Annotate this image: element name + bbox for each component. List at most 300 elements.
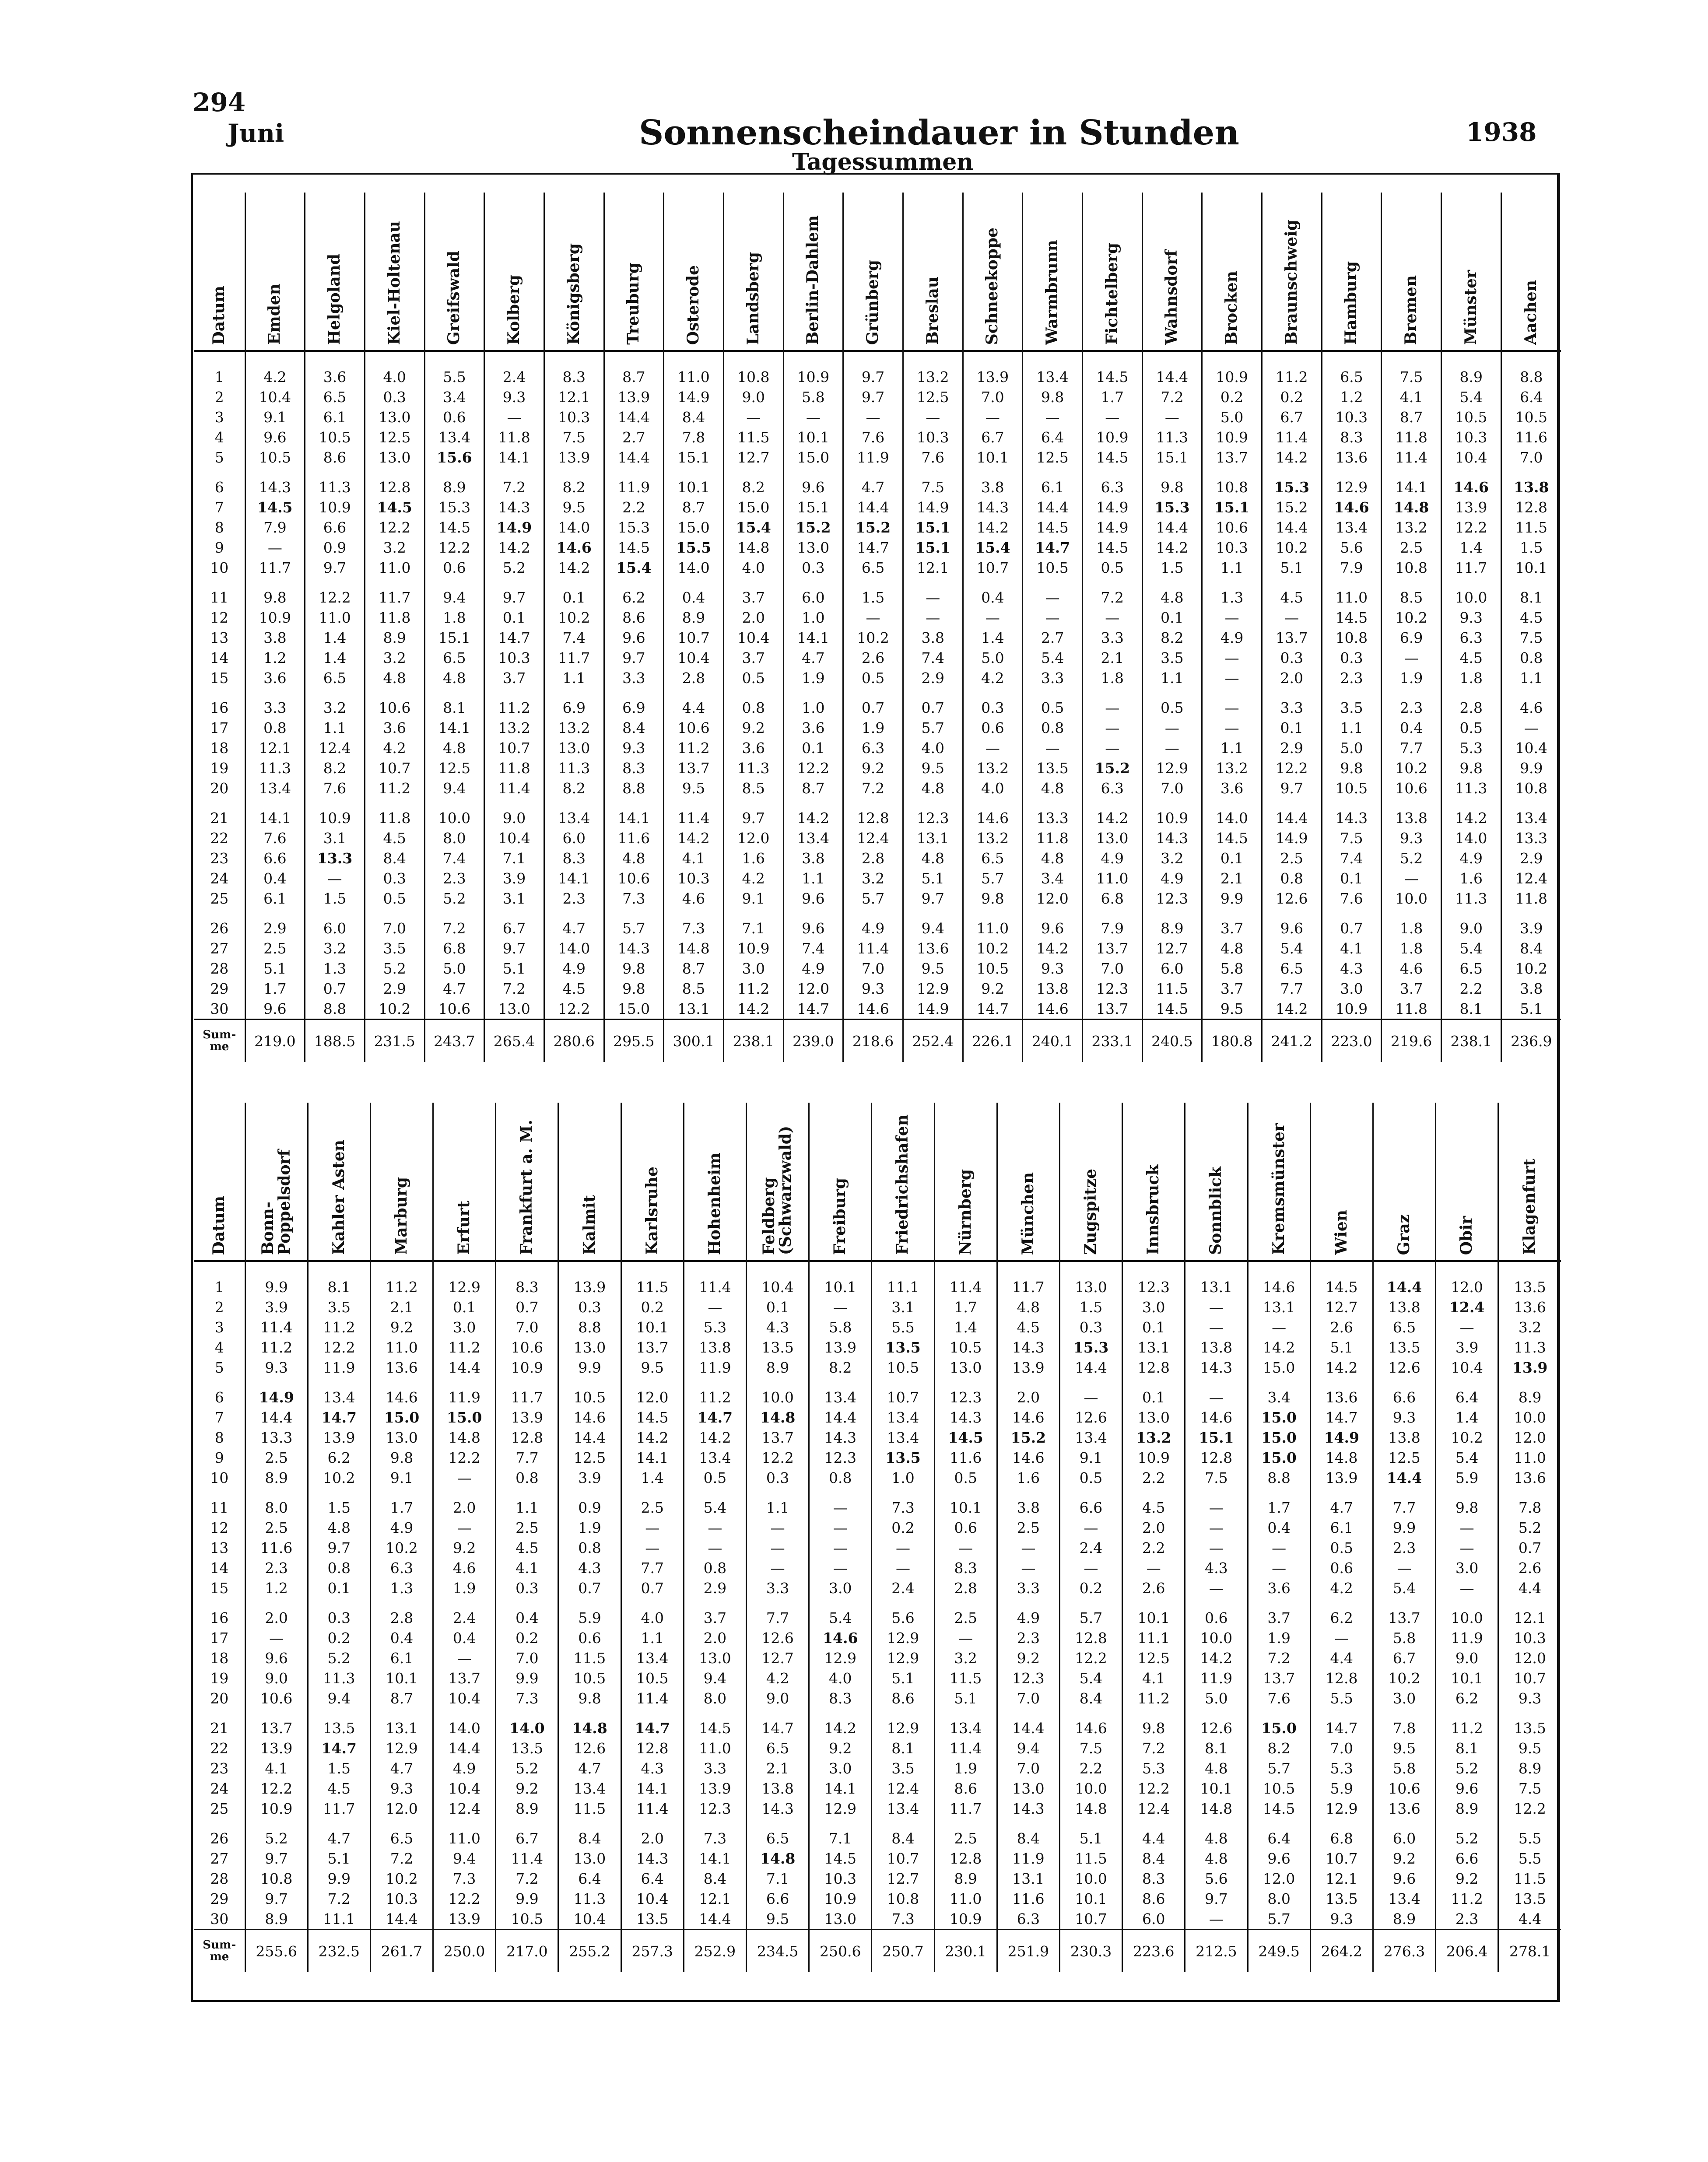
value-cell: 11.4 bbox=[496, 1848, 558, 1868]
value-cell: 11.3 bbox=[558, 1889, 621, 1909]
value-cell: 6.0 bbox=[1122, 1909, 1185, 1930]
day-cell: 19 bbox=[210, 1669, 229, 1687]
value-cell: 6.5 bbox=[1441, 958, 1501, 978]
value-cell: 13.9 bbox=[1498, 1357, 1561, 1377]
value-cell: 1.6 bbox=[997, 1468, 1059, 1488]
value-cell: 0.5 bbox=[1023, 688, 1083, 718]
value-cell: 0.5 bbox=[723, 668, 783, 688]
value-cell: 2.2 bbox=[604, 497, 664, 517]
value-cell: 14.4 bbox=[843, 497, 903, 517]
value-cell: 9.2 bbox=[809, 1738, 872, 1758]
value-cell: 6.2 bbox=[308, 1447, 370, 1468]
value-cell: 1.9 bbox=[843, 718, 903, 738]
month-label: Juni bbox=[228, 119, 284, 148]
station-header bbox=[903, 193, 963, 351]
value-cell: 7.2 bbox=[484, 978, 544, 999]
value-cell: 13.9 bbox=[963, 351, 1023, 387]
value-cell: 13.6 bbox=[1322, 447, 1382, 467]
value-cell: 9.4 bbox=[997, 1738, 1059, 1758]
value-cell: 10.3 bbox=[1498, 1628, 1561, 1648]
value-cell: — bbox=[747, 1558, 809, 1578]
value-cell: 13.6 bbox=[903, 938, 963, 958]
value-cell: — bbox=[809, 1297, 872, 1317]
value-cell: 8.9 bbox=[1436, 1798, 1498, 1819]
value-cell: 0.8 bbox=[809, 1468, 872, 1488]
value-cell: 12.4 bbox=[872, 1778, 934, 1798]
value-cell: 9.5 bbox=[1498, 1738, 1561, 1758]
value-cell: 14.2 bbox=[1185, 1648, 1248, 1668]
value-cell: 12.9 bbox=[1142, 758, 1202, 778]
value-cell: 12.0 bbox=[1498, 1648, 1561, 1668]
value-cell: 15.0 bbox=[1248, 1708, 1310, 1738]
value-cell: 14.4 bbox=[433, 1357, 496, 1377]
value-cell: 6.4 bbox=[621, 1868, 684, 1889]
value-cell: 10.3 bbox=[809, 1868, 872, 1889]
value-cell: 5.5 bbox=[424, 351, 484, 387]
value-cell: — bbox=[1082, 407, 1142, 427]
value-cell: 0.2 bbox=[1202, 387, 1262, 407]
value-cell: 13.9 bbox=[684, 1778, 746, 1798]
value-cell: 4.5 bbox=[1122, 1488, 1185, 1517]
station-header bbox=[1436, 1103, 1498, 1261]
value-cell: 0.2 bbox=[872, 1517, 934, 1538]
value-cell: 4.2 bbox=[747, 1668, 809, 1688]
value-cell: 0.8 bbox=[1023, 718, 1083, 738]
value-cell: — bbox=[1202, 668, 1262, 688]
value-cell: 8.7 bbox=[604, 351, 664, 387]
table-row bbox=[194, 1377, 1561, 1407]
value-cell: 13.4 bbox=[684, 1447, 746, 1468]
value-cell: 2.0 bbox=[723, 607, 783, 627]
value-cell: 3.7 bbox=[723, 578, 783, 607]
value-cell: 8.0 bbox=[1248, 1889, 1310, 1909]
value-cell: 3.0 bbox=[433, 1317, 496, 1337]
value-cell: — bbox=[684, 1538, 746, 1558]
value-cell: 9.5 bbox=[1373, 1738, 1435, 1758]
value-cell: 13.7 bbox=[747, 1427, 809, 1447]
value-cell: 3.3 bbox=[747, 1578, 809, 1598]
station-name: Breslau bbox=[923, 277, 942, 345]
value-cell: 8.1 bbox=[1185, 1738, 1248, 1758]
value-cell: 2.1 bbox=[1202, 868, 1262, 888]
value-cell: 0.5 bbox=[1310, 1538, 1373, 1558]
value-cell: 0.5 bbox=[1142, 688, 1202, 718]
value-cell: 4.2 bbox=[245, 351, 305, 387]
value-cell: 9.3 bbox=[1310, 1909, 1373, 1930]
value-cell: 0.5 bbox=[684, 1468, 746, 1488]
value-cell: 11.4 bbox=[934, 1738, 997, 1758]
value-cell: 14.2 bbox=[1023, 938, 1083, 958]
value-cell: 9.4 bbox=[424, 578, 484, 607]
value-cell: 8.9 bbox=[245, 1468, 308, 1488]
value-cell: 11.0 bbox=[684, 1738, 746, 1758]
value-cell: 5.9 bbox=[1436, 1468, 1498, 1488]
sum-cell: 249.5 bbox=[1248, 1930, 1310, 1973]
value-cell: 8.4 bbox=[1059, 1688, 1122, 1708]
value-cell: 1.4 bbox=[305, 627, 365, 648]
value-cell: 9.2 bbox=[843, 758, 903, 778]
value-cell: 14.5 bbox=[684, 1708, 746, 1738]
table-row bbox=[194, 1798, 1561, 1819]
value-cell: 9.8 bbox=[370, 1447, 433, 1468]
value-cell: 13.4 bbox=[1373, 1889, 1435, 1909]
value-cell: 14.5 bbox=[245, 497, 305, 517]
value-cell: 6.4 bbox=[1023, 427, 1083, 447]
value-cell: 10.2 bbox=[308, 1468, 370, 1488]
value-cell: 14.2 bbox=[1142, 537, 1202, 557]
value-cell: 7.2 bbox=[1248, 1648, 1310, 1668]
value-cell: 3.5 bbox=[365, 938, 424, 958]
value-cell: 10.6 bbox=[1373, 1778, 1435, 1798]
value-cell: 2.9 bbox=[365, 978, 424, 999]
value-cell: 9.6 bbox=[1436, 1778, 1498, 1798]
value-cell: 14.1 bbox=[684, 1848, 746, 1868]
value-cell: 11.4 bbox=[934, 1261, 997, 1297]
station-name: Treuburg bbox=[624, 263, 643, 345]
value-cell: 10.2 bbox=[1501, 958, 1561, 978]
value-cell: 3.8 bbox=[903, 627, 963, 648]
value-cell: 0.6 bbox=[1310, 1558, 1373, 1578]
value-cell: 8.8 bbox=[305, 999, 365, 1020]
value-cell: 2.5 bbox=[245, 938, 305, 958]
value-cell: 15.2 bbox=[843, 517, 903, 537]
value-cell: 11.4 bbox=[1262, 427, 1322, 447]
value-cell: 13.9 bbox=[997, 1357, 1059, 1377]
value-cell: 8.2 bbox=[544, 467, 604, 497]
value-cell: 8.7 bbox=[1382, 407, 1441, 427]
value-cell: 10.4 bbox=[433, 1778, 496, 1798]
value-cell: 6.7 bbox=[1373, 1648, 1435, 1668]
value-cell: 2.5 bbox=[934, 1598, 997, 1628]
table-row bbox=[194, 1868, 1561, 1889]
value-cell: 6.7 bbox=[963, 427, 1023, 447]
value-cell: 9.5 bbox=[544, 497, 604, 517]
value-cell: 4.7 bbox=[308, 1819, 370, 1848]
value-cell: 10.7 bbox=[365, 758, 424, 778]
value-cell: 1.2 bbox=[245, 1578, 308, 1598]
value-cell: 5.2 bbox=[365, 958, 424, 978]
table-row bbox=[194, 1778, 1561, 1798]
value-cell: 10.4 bbox=[747, 1261, 809, 1297]
value-cell: 7.6 bbox=[1248, 1688, 1310, 1708]
value-cell: 9.9 bbox=[245, 1261, 308, 1297]
value-cell: 14.3 bbox=[934, 1407, 997, 1427]
value-cell: 5.4 bbox=[809, 1598, 872, 1628]
value-cell: 4.0 bbox=[963, 778, 1023, 798]
value-cell: 5.2 bbox=[1436, 1758, 1498, 1778]
value-cell: 14.2 bbox=[963, 517, 1023, 537]
value-cell: 12.3 bbox=[1082, 978, 1142, 999]
value-cell: 12.1 bbox=[1498, 1598, 1561, 1628]
sum-label-cell bbox=[194, 1020, 245, 1062]
value-cell: 10.1 bbox=[1501, 557, 1561, 578]
value-cell: 1.1 bbox=[1142, 668, 1202, 688]
value-cell: 10.6 bbox=[365, 688, 424, 718]
value-cell: 12.2 bbox=[747, 1447, 809, 1468]
value-cell: 8.4 bbox=[1122, 1848, 1185, 1868]
table-row bbox=[194, 1819, 1561, 1848]
value-cell: — bbox=[1082, 738, 1142, 758]
value-cell: 14.9 bbox=[903, 999, 963, 1020]
value-cell: 9.0 bbox=[747, 1688, 809, 1708]
value-cell: 6.7 bbox=[1262, 407, 1322, 427]
table-row bbox=[194, 738, 1561, 758]
value-cell: 3.6 bbox=[365, 718, 424, 738]
value-cell: 1.2 bbox=[245, 648, 305, 668]
value-cell: 13.4 bbox=[1501, 798, 1561, 828]
value-cell: 2.7 bbox=[1023, 627, 1083, 648]
value-cell: 5.1 bbox=[1262, 557, 1322, 578]
value-cell: 5.1 bbox=[245, 958, 305, 978]
value-cell: 3.5 bbox=[1322, 688, 1382, 718]
value-cell: — bbox=[1436, 1317, 1498, 1337]
value-cell: 15.1 bbox=[903, 517, 963, 537]
value-cell: — bbox=[1436, 1578, 1498, 1598]
value-cell: 7.2 bbox=[1082, 578, 1142, 607]
station-header bbox=[621, 1103, 684, 1261]
station-header bbox=[1248, 1103, 1310, 1261]
day-cell: 24 bbox=[210, 1780, 229, 1797]
day-cell: 30 bbox=[210, 1000, 229, 1017]
value-cell: 7.3 bbox=[496, 1688, 558, 1708]
value-cell: 1.9 bbox=[783, 668, 843, 688]
table-row bbox=[194, 668, 1561, 688]
table-row bbox=[194, 351, 1561, 387]
value-cell: — bbox=[1059, 1558, 1122, 1578]
value-cell: 14.2 bbox=[664, 828, 724, 848]
value-cell: 14.7 bbox=[484, 627, 544, 648]
value-cell: 0.7 bbox=[1498, 1538, 1561, 1558]
value-cell: 13.0 bbox=[934, 1357, 997, 1377]
value-cell: 4.8 bbox=[997, 1297, 1059, 1317]
value-cell: 2.3 bbox=[424, 868, 484, 888]
value-cell: — bbox=[747, 1538, 809, 1558]
value-cell: 10.0 bbox=[1059, 1868, 1122, 1889]
value-cell: 15.3 bbox=[604, 517, 664, 537]
value-cell: 5.0 bbox=[963, 648, 1023, 668]
value-cell: 4.1 bbox=[664, 848, 724, 868]
value-cell: 11.3 bbox=[245, 758, 305, 778]
value-cell: 11.6 bbox=[245, 1538, 308, 1558]
value-cell: — bbox=[1373, 1558, 1435, 1578]
value-cell: 6.2 bbox=[604, 578, 664, 607]
value-cell: 8.6 bbox=[305, 447, 365, 467]
value-cell: 9.7 bbox=[723, 798, 783, 828]
value-cell: 10.0 bbox=[1185, 1628, 1248, 1648]
value-cell: 5.2 bbox=[496, 1758, 558, 1778]
table-row bbox=[194, 1517, 1561, 1538]
value-cell: 13.0 bbox=[544, 738, 604, 758]
value-cell: — bbox=[1082, 688, 1142, 718]
value-cell: 8.9 bbox=[664, 607, 724, 627]
day-cell: 16 bbox=[210, 699, 229, 716]
value-cell: 14.5 bbox=[1023, 517, 1083, 537]
value-cell: 10.3 bbox=[1322, 407, 1382, 427]
value-cell: 7.9 bbox=[245, 517, 305, 537]
value-cell: 7.1 bbox=[809, 1819, 872, 1848]
value-cell: 10.2 bbox=[370, 1538, 433, 1558]
value-cell: 0.4 bbox=[433, 1628, 496, 1648]
value-cell: 4.0 bbox=[903, 738, 963, 758]
value-cell: 9.2 bbox=[370, 1317, 433, 1337]
table-row bbox=[194, 798, 1561, 828]
value-cell: 10.0 bbox=[1441, 578, 1501, 607]
value-cell: 9.8 bbox=[604, 958, 664, 978]
value-cell: 12.1 bbox=[684, 1889, 746, 1909]
value-cell: 4.6 bbox=[664, 888, 724, 908]
value-cell: 5.4 bbox=[1441, 938, 1501, 958]
value-cell: 10.5 bbox=[1441, 407, 1501, 427]
value-cell: 13.4 bbox=[809, 1377, 872, 1407]
value-cell: 14.9 bbox=[1262, 828, 1322, 848]
table-row bbox=[194, 447, 1561, 467]
value-cell: 10.5 bbox=[496, 1909, 558, 1930]
value-cell: 13.5 bbox=[1023, 758, 1083, 778]
day-cell: 17 bbox=[210, 1629, 229, 1647]
station-header bbox=[496, 1103, 558, 1261]
station-name: Kiel-Holtenau bbox=[385, 221, 403, 345]
value-cell: 7.2 bbox=[308, 1889, 370, 1909]
day-cell: 12 bbox=[210, 609, 229, 626]
value-cell: 11.0 bbox=[433, 1819, 496, 1848]
value-cell: 12.8 bbox=[843, 798, 903, 828]
value-cell: 7.4 bbox=[544, 627, 604, 648]
value-cell: 10.2 bbox=[1382, 607, 1441, 627]
value-cell: 10.9 bbox=[1082, 427, 1142, 447]
value-cell: 0.6 bbox=[558, 1628, 621, 1648]
value-cell: 3.3 bbox=[245, 688, 305, 718]
value-cell: 13.6 bbox=[1310, 1377, 1373, 1407]
value-cell: 13.8 bbox=[747, 1778, 809, 1798]
value-cell: — bbox=[903, 407, 963, 427]
value-cell: 1.1 bbox=[621, 1628, 684, 1648]
value-cell: 14.5 bbox=[604, 537, 664, 557]
value-cell: 10.9 bbox=[723, 938, 783, 958]
value-cell: 14.0 bbox=[1441, 828, 1501, 848]
sum-cell: 261.7 bbox=[370, 1930, 433, 1973]
value-cell: 12.0 bbox=[1436, 1261, 1498, 1297]
value-cell: 14.6 bbox=[1023, 999, 1083, 1020]
value-cell: 5.0 bbox=[1202, 407, 1262, 427]
value-cell: 15.3 bbox=[424, 497, 484, 517]
value-cell: 9.3 bbox=[1498, 1688, 1561, 1708]
value-cell: 0.1 bbox=[1262, 718, 1322, 738]
value-cell: 14.8 bbox=[1059, 1798, 1122, 1819]
day-cell: 14 bbox=[210, 1559, 229, 1577]
value-cell: 5.7 bbox=[963, 868, 1023, 888]
value-cell: 2.1 bbox=[747, 1758, 809, 1778]
table-row bbox=[194, 1297, 1561, 1317]
value-cell: 7.3 bbox=[684, 1819, 746, 1848]
value-cell: 0.4 bbox=[963, 578, 1023, 607]
day-cell: 9 bbox=[214, 539, 224, 556]
value-cell: 9.1 bbox=[245, 407, 305, 427]
value-cell: 6.0 bbox=[1373, 1819, 1435, 1848]
day-cell: 28 bbox=[210, 960, 229, 977]
value-cell: 9.8 bbox=[245, 578, 305, 607]
value-cell: 13.5 bbox=[1310, 1889, 1373, 1909]
value-cell: 14.6 bbox=[1322, 497, 1382, 517]
value-cell: 8.0 bbox=[245, 1488, 308, 1517]
value-cell: 10.7 bbox=[1059, 1909, 1122, 1930]
value-cell: 8.5 bbox=[664, 978, 724, 999]
value-cell: 8.9 bbox=[496, 1798, 558, 1819]
value-cell: 7.2 bbox=[1142, 387, 1202, 407]
table-row bbox=[194, 1688, 1561, 1708]
value-cell: 10.1 bbox=[664, 467, 724, 497]
value-cell: 9.6 bbox=[1023, 908, 1083, 938]
station-header bbox=[963, 193, 1023, 351]
station-header bbox=[1322, 193, 1382, 351]
value-cell: 12.2 bbox=[365, 517, 424, 537]
value-cell: 12.8 bbox=[621, 1738, 684, 1758]
value-cell: 3.2 bbox=[305, 688, 365, 718]
value-cell: 12.5 bbox=[1122, 1648, 1185, 1668]
value-cell: 13.8 bbox=[1185, 1337, 1248, 1357]
value-cell: 7.3 bbox=[872, 1488, 934, 1517]
value-cell: 10.1 bbox=[1122, 1598, 1185, 1628]
value-cell: 12.3 bbox=[684, 1798, 746, 1819]
value-cell: 0.4 bbox=[245, 868, 305, 888]
value-cell: 13.3 bbox=[245, 1427, 308, 1447]
value-cell: 2.5 bbox=[245, 1517, 308, 1538]
value-cell: 13.0 bbox=[997, 1778, 1059, 1798]
value-cell: 12.2 bbox=[433, 1889, 496, 1909]
value-cell: 9.7 bbox=[484, 578, 544, 607]
station-name: Hamburg bbox=[1342, 261, 1361, 345]
value-cell: 3.5 bbox=[308, 1297, 370, 1317]
value-cell: 0.8 bbox=[1501, 648, 1561, 668]
value-cell: 7.6 bbox=[903, 447, 963, 467]
value-cell: 15.2 bbox=[1082, 758, 1142, 778]
value-cell: 13.5 bbox=[872, 1337, 934, 1357]
value-cell: 8.4 bbox=[997, 1819, 1059, 1848]
value-cell: 13.7 bbox=[621, 1337, 684, 1357]
value-cell: 11.4 bbox=[621, 1688, 684, 1708]
value-cell: 15.0 bbox=[1248, 1407, 1310, 1427]
value-cell: 8.3 bbox=[1322, 427, 1382, 447]
value-cell: 1.5 bbox=[308, 1758, 370, 1778]
value-cell: 6.5 bbox=[843, 557, 903, 578]
value-cell: 15.0 bbox=[1248, 1357, 1310, 1377]
station-header bbox=[245, 1103, 308, 1261]
sum-cell: 239.0 bbox=[783, 1020, 843, 1062]
value-cell: 8.9 bbox=[1498, 1377, 1561, 1407]
day-cell: 10 bbox=[210, 1469, 229, 1486]
value-cell: 10.0 bbox=[1436, 1598, 1498, 1628]
value-cell: — bbox=[621, 1538, 684, 1558]
value-cell: 13.7 bbox=[1082, 999, 1142, 1020]
value-cell: 2.4 bbox=[1059, 1538, 1122, 1558]
value-cell: — bbox=[963, 607, 1023, 627]
value-cell: 11.2 bbox=[1122, 1688, 1185, 1708]
table-row bbox=[194, 1261, 1561, 1297]
value-cell: 13.9 bbox=[544, 447, 604, 467]
value-cell: 13.0 bbox=[684, 1648, 746, 1668]
value-cell: 5.8 bbox=[783, 387, 843, 407]
value-cell: 1.8 bbox=[1441, 668, 1501, 688]
value-cell: 12.4 bbox=[433, 1798, 496, 1819]
value-cell: 10.9 bbox=[1142, 798, 1202, 828]
station-name: Freiburg bbox=[831, 1178, 849, 1255]
value-cell: — bbox=[1023, 578, 1083, 607]
value-cell: 1.1 bbox=[305, 718, 365, 738]
value-cell: 14.2 bbox=[484, 537, 544, 557]
value-cell: 3.9 bbox=[1501, 908, 1561, 938]
table-row bbox=[194, 557, 1561, 578]
value-cell: 2.8 bbox=[934, 1578, 997, 1598]
value-cell: 9.2 bbox=[496, 1778, 558, 1798]
